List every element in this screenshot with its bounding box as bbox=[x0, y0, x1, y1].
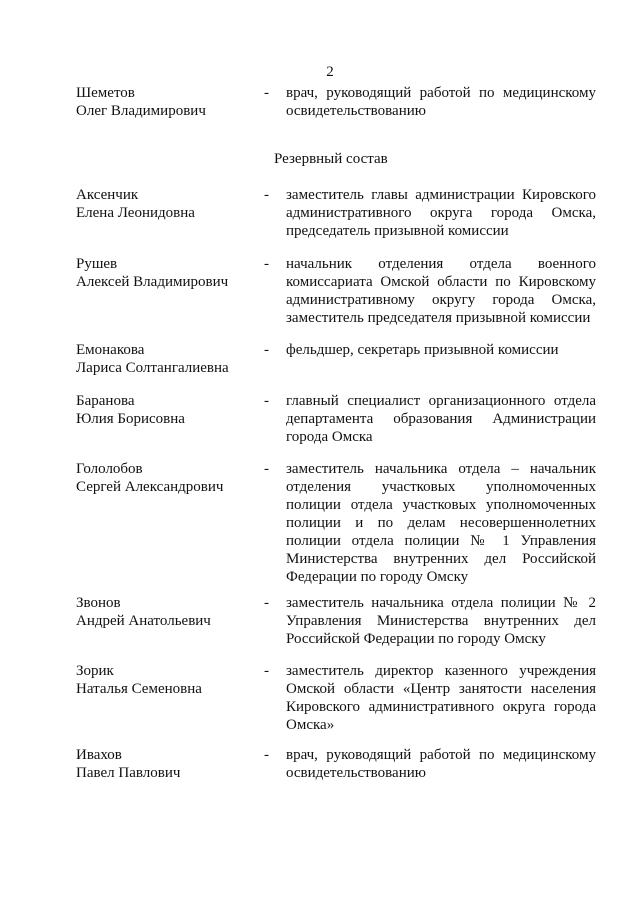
member-surname: Рушев bbox=[76, 256, 118, 272]
member-name bbox=[76, 662, 256, 698]
member-surname: Ивахов bbox=[76, 747, 122, 763]
member-surname: Емонакова bbox=[76, 342, 145, 358]
member-surname: Звонов bbox=[76, 595, 121, 611]
member-surname: Аксенчик bbox=[76, 187, 139, 203]
member-name bbox=[76, 746, 256, 782]
page-number: 2 bbox=[326, 64, 334, 80]
member-name bbox=[76, 341, 256, 377]
member-role: заместитель начальника отдела полиции № 2 Управления Министерства внутренних дел Российской Федерации по городу Омску bbox=[286, 595, 596, 647]
member-given-name: Елена Леонидовна bbox=[76, 205, 195, 221]
member-given-name: Наталья Семеновна bbox=[76, 681, 202, 697]
dash-separator: - bbox=[264, 461, 269, 477]
member-given-name: Лариса Солтангалиевна bbox=[76, 360, 229, 376]
member-surname: Шеметов bbox=[76, 85, 135, 101]
member-role: главный специалист организационного отдела департамента образования Администрации города Омска bbox=[286, 393, 596, 445]
member-role: врач, руководящий работой по медицинскому освидетельствованию bbox=[286, 85, 596, 119]
dash-separator: - bbox=[264, 595, 269, 611]
member-role: начальник отделения отдела военного комиссариата Омской области по Кировскому административному округу города Омска, заместитель председателя призывной комиссии bbox=[286, 256, 596, 326]
dash-separator: - bbox=[264, 747, 269, 763]
member-surname: Гололобов bbox=[76, 461, 143, 477]
dash-separator: - bbox=[264, 85, 269, 101]
dash-separator: - bbox=[264, 187, 269, 203]
dash-separator: - bbox=[264, 663, 269, 679]
member-given-name: Сергей Александрович bbox=[76, 479, 224, 495]
member-name bbox=[76, 392, 256, 428]
member-surname: Зорик bbox=[76, 663, 114, 679]
member-surname: Баранова bbox=[76, 393, 135, 409]
dash-separator: - bbox=[264, 256, 269, 272]
member-role: врач, руководящий работой по медицинскому освидетельствованию bbox=[286, 747, 596, 781]
member-role: фельдшер, секретарь призывной комиссии bbox=[286, 342, 559, 358]
member-role: заместитель директор казенного учреждения Омской области «Центр занятости населения Кировского административного округа города Омска» bbox=[286, 663, 596, 733]
member-role: заместитель начальника отдела – начальник отделения участковых уполномоченных полиции отдела участковых уполномоченных полиции и по делам несовершеннолетних полиции отдела полиции № 1 Управления Министерства внутренних дел Российской Федерации по городу Омску bbox=[286, 461, 596, 585]
member-given-name: Юлия Борисовна bbox=[76, 411, 185, 427]
dash-separator: - bbox=[264, 393, 269, 409]
member-given-name: Олег Владимирович bbox=[76, 103, 206, 119]
dash-separator: - bbox=[264, 342, 269, 358]
member-name bbox=[76, 186, 256, 222]
member-name bbox=[76, 84, 256, 120]
member-role: заместитель главы администрации Кировского административного округа города Омска, председатель призывной комиссии bbox=[286, 187, 596, 239]
member-given-name: Андрей Анатольевич bbox=[76, 613, 211, 629]
member-name bbox=[76, 594, 256, 630]
member-given-name: Павел Павлович bbox=[76, 765, 181, 781]
member-name bbox=[76, 255, 256, 291]
section-heading: Резервный состав bbox=[274, 151, 388, 167]
member-given-name: Алексей Владимирович bbox=[76, 274, 229, 290]
member-name bbox=[76, 460, 256, 496]
